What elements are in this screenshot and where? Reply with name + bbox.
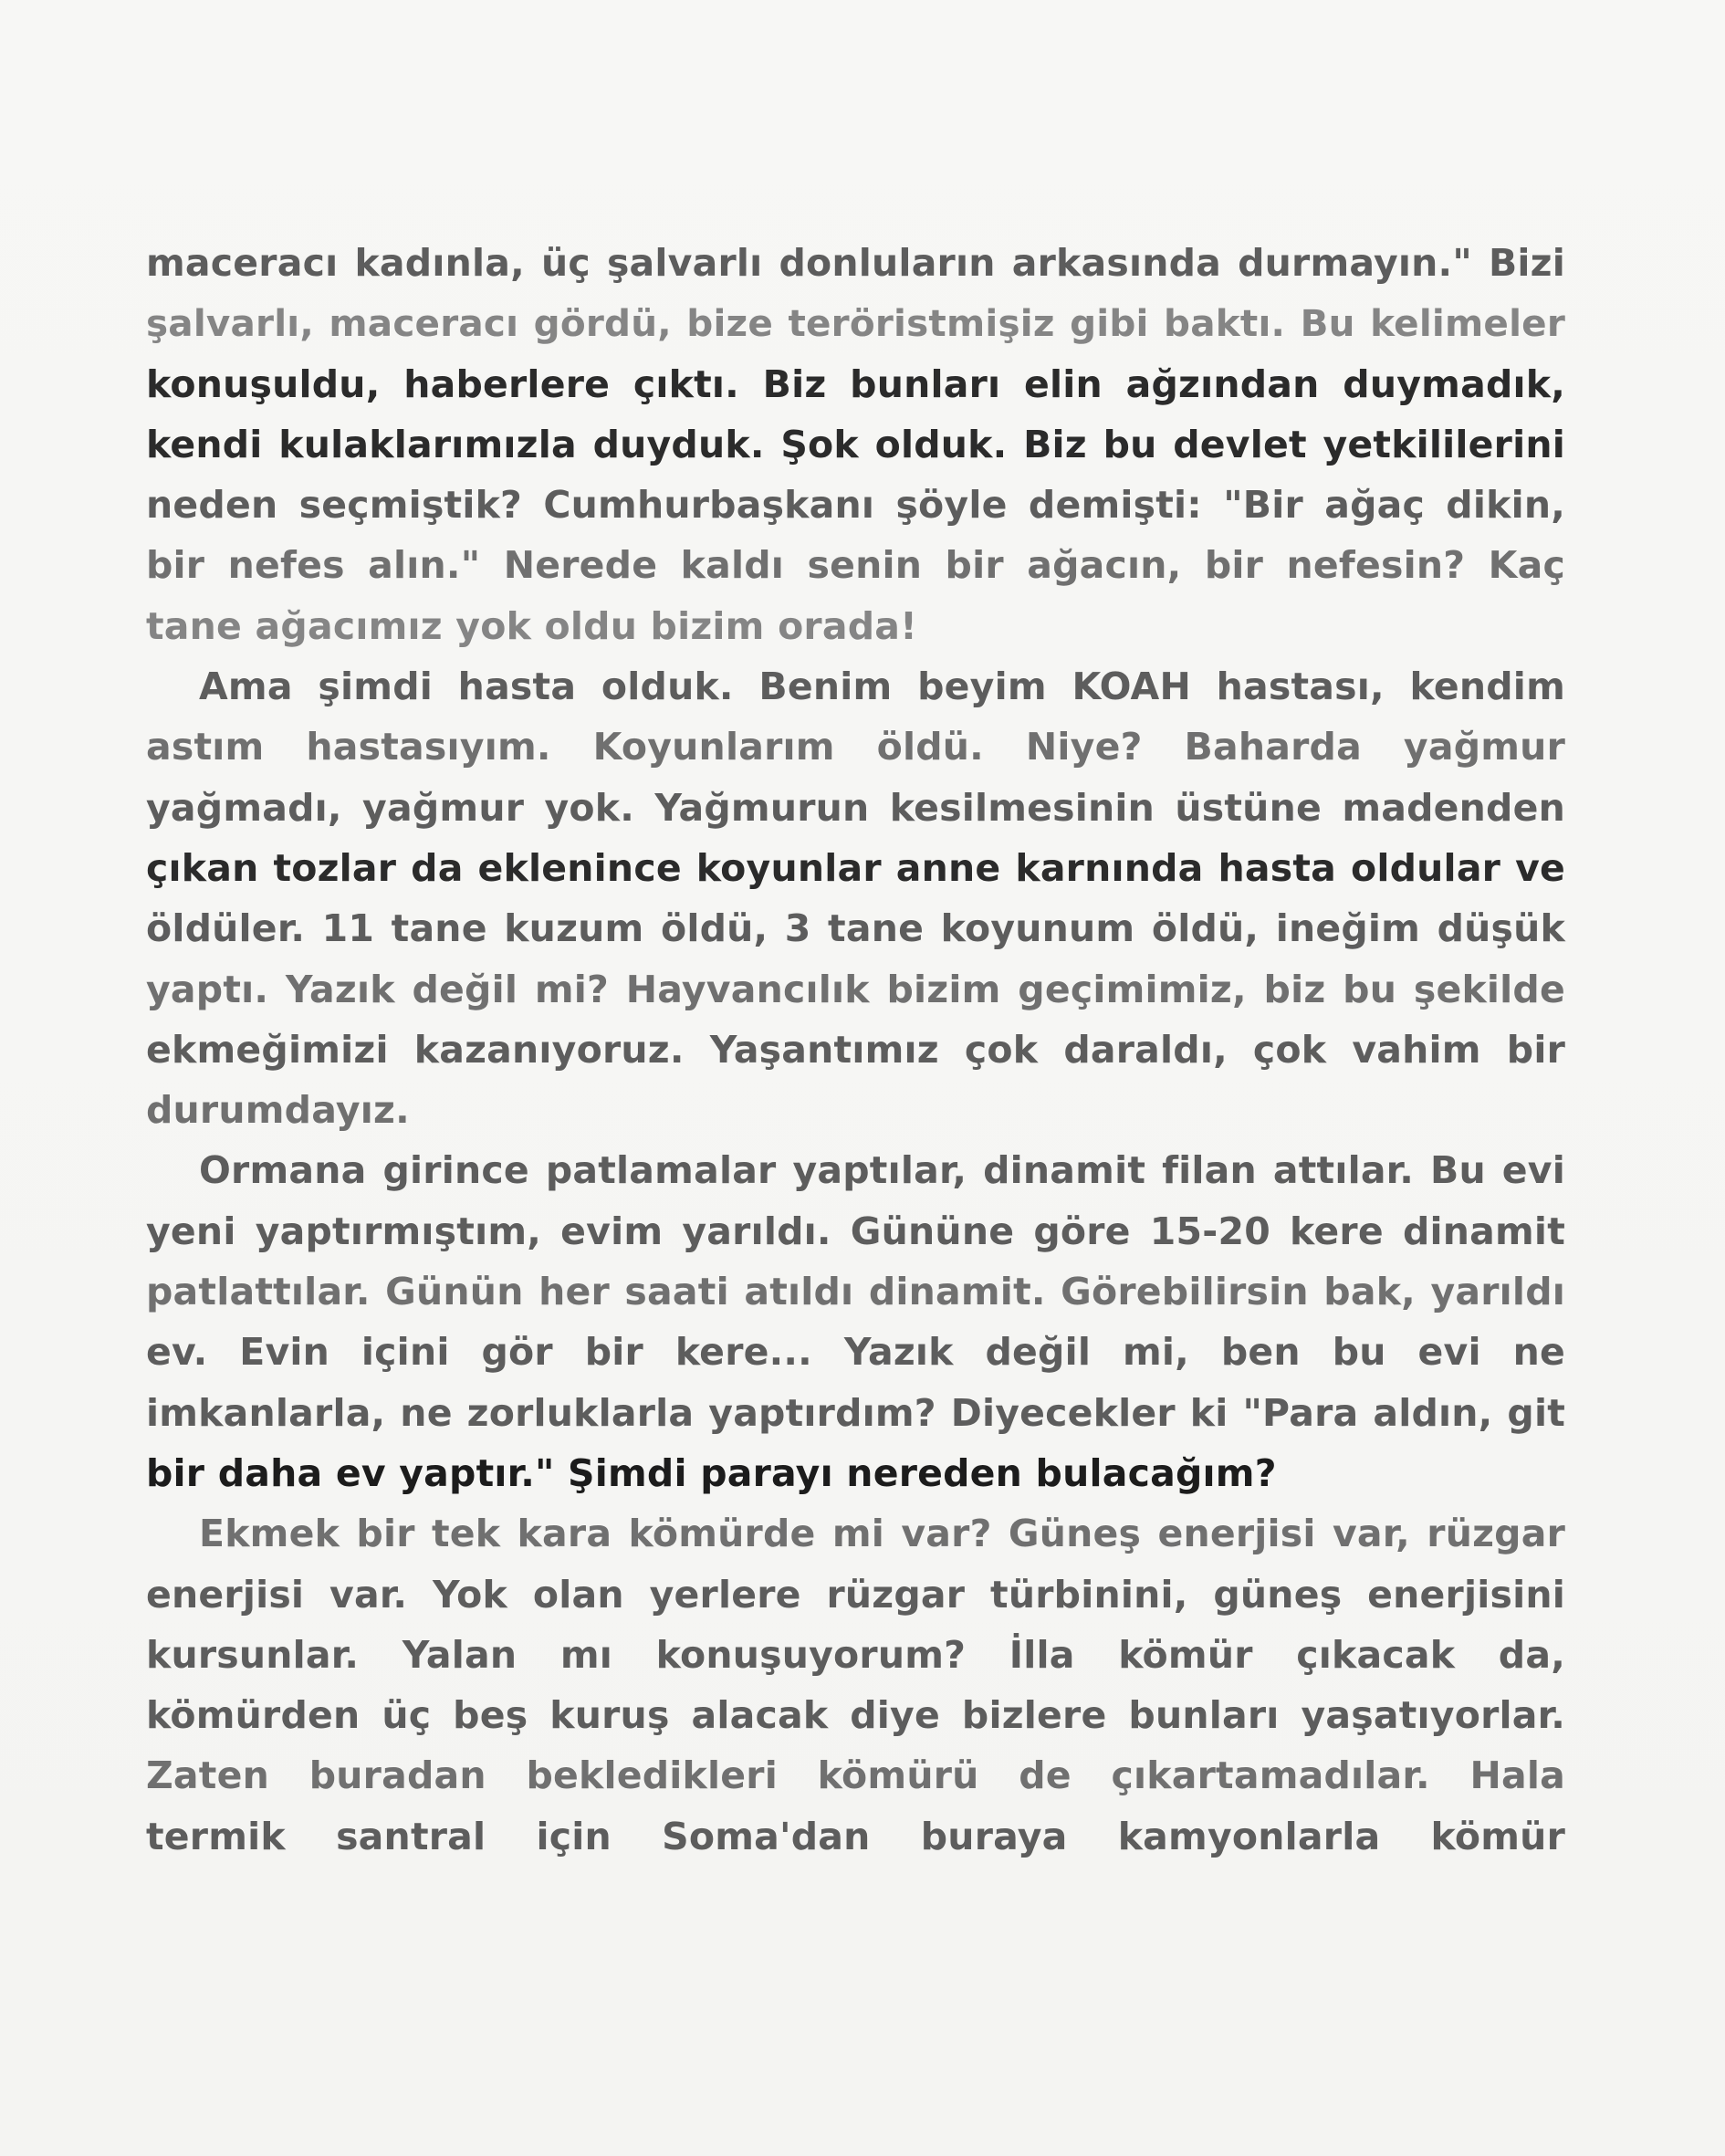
text-line: Zaten buradan bekledikleri kömürü de çıkartamadılar. Hala <box>146 1753 1565 1798</box>
text-line: yaptı. Yazık değil mi? Hayvancılık bizim geçimimiz, biz bu şekilde <box>146 967 1565 1011</box>
text-line: yeni yaptırmıştım, evim yarıldı. Gününe göre 15-20 kere dinamit <box>146 1209 1565 1253</box>
handwritten-text-block <box>146 233 1565 1867</box>
paragraph-1 <box>146 233 1565 656</box>
text-line: enerjisi var. Yok olan yerlere rüzgar türbinini, güneş enerjisini <box>146 1572 1565 1617</box>
text-line: imkanlarla, ne zorluklarla yaptırdım? Diyecekler ki "Para aldın, git <box>146 1390 1565 1435</box>
text-line: patlattılar. Günün her saati atıldı dinamit. Görebilirsin bak, yarıldı <box>146 1270 1565 1314</box>
text-line: öldüler. 11 tane kuzum öldü, 3 tane koyunum öldü, ineğim düşük <box>146 906 1565 951</box>
text-line: termik santral için Soma'dan buraya kamyonlarla kömür <box>146 1814 1565 1858</box>
paragraph-3 <box>146 1140 1565 1503</box>
text-line: ekmeğimizi kazanıyoruz. Yaşantımız çok daraldı, çok vahim bir <box>146 1027 1565 1072</box>
text-line: Ekmek bir tek kara kömürde mi var? Güneş enerjisi var, rüzgar <box>199 1512 1565 1556</box>
text-line: ev. Evin içini gör bir kere... Yazık değil mi, ben bu evi ne <box>146 1330 1565 1375</box>
text-line: maceracı kadınla, üç şalvarlı donluların arkasında durmayın." Bizi <box>146 241 1565 285</box>
text-line: bir daha ev yaptır." Şimdi parayı nereden bulacağım? <box>146 1450 1277 1495</box>
text-line: konuşuldu, haberlere çıktı. Biz bunları elin ağzından duymadık, <box>146 361 1565 406</box>
text-line: durumdayız. <box>146 1088 410 1133</box>
text-line: Ama şimdi hasta olduk. Benim beyim KOAH hastası, kendim <box>199 665 1565 709</box>
text-line: çıkan tozlar da eklenince koyunlar anne karnında hasta oldular ve <box>146 845 1565 890</box>
text-line: neden seçmiştik? Cumhurbaşkanı şöyle demişti: "Bir ağaç dikin, <box>146 483 1565 528</box>
text-line: şalvarlı, maceracı gördü, bize teröristmişiz gibi baktı. Bu kelimeler <box>146 301 1565 346</box>
text-line: kendi kulaklarımızla duyduk. Şok olduk. Biz bu devlet yetkililerini <box>146 422 1565 466</box>
text-line: kömürden üç beş kuruş alacak diye bizlere bunları yaşatıyorlar. <box>146 1693 1565 1738</box>
text-line: Ormana girince patlamalar yaptılar, dinamit filan attılar. Bu evi <box>199 1148 1565 1193</box>
text-line: bir nefes alın." Nerede kaldı senin bir ağacın, bir nefesin? Kaç <box>146 543 1565 588</box>
paragraph-4 <box>146 1503 1565 1867</box>
paragraph-2 <box>146 656 1565 1140</box>
text-line: astım hastasıyım. Koyunlarım öldü. Niye? Baharda yağmur <box>146 725 1565 769</box>
text-line: yağmadı, yağmur yok. Yağmurun kesilmesinin üstüne madenden <box>146 785 1565 830</box>
text-line: tane ağacımız yok oldu bizim orada! <box>146 603 918 648</box>
text-line: kursunlar. Yalan mı konuşuyorum? İlla kömür çıkacak da, <box>146 1632 1565 1677</box>
